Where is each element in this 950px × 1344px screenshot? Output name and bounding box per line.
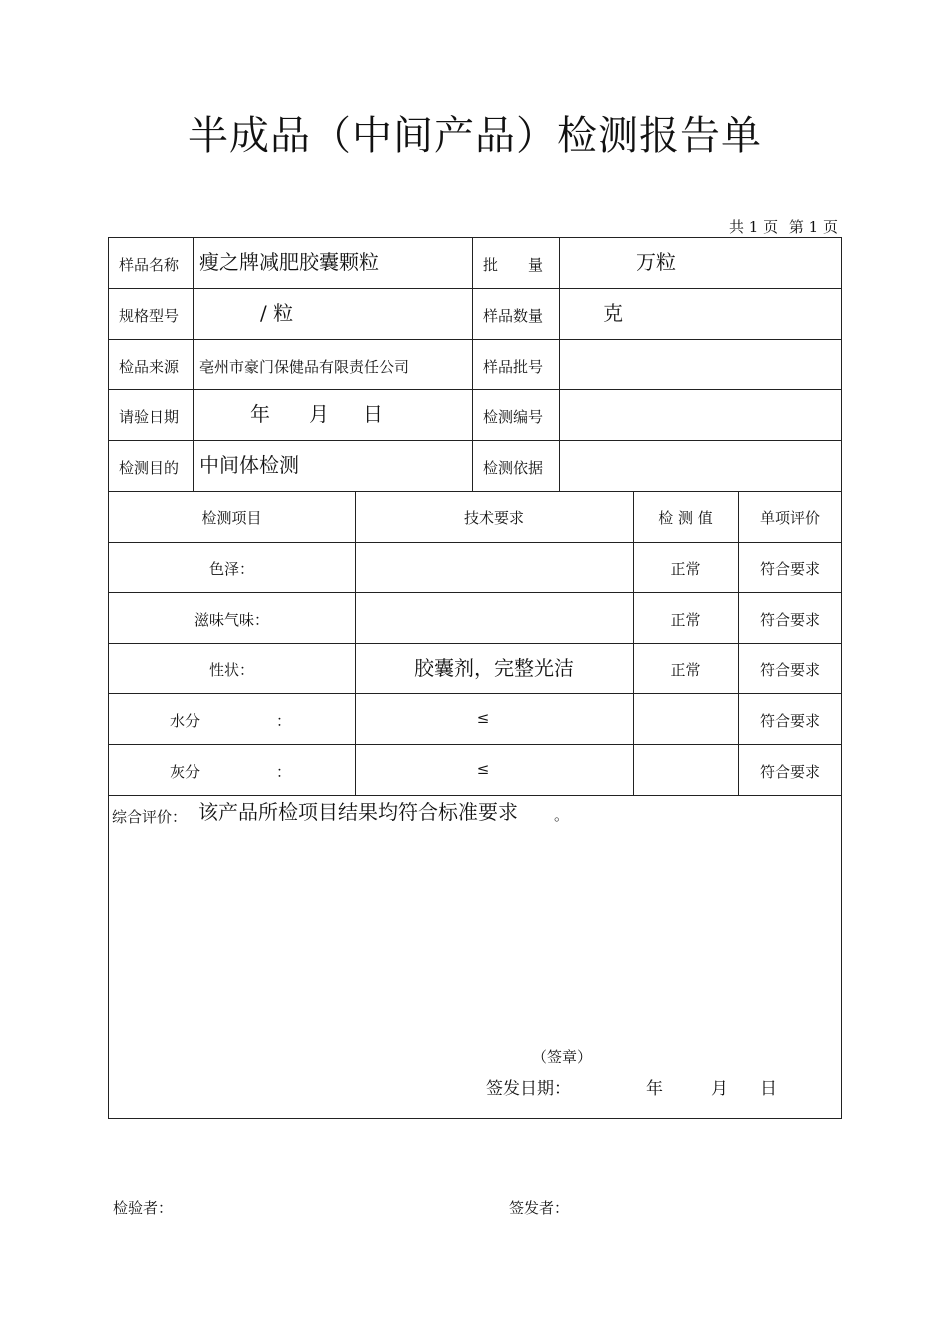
row-value-appearance: 正常 xyxy=(670,661,701,679)
request-date-year: 年 xyxy=(250,402,270,426)
summary-text: 该产品所检项目结果均符合标准要求 xyxy=(198,800,518,824)
header-value: 检 测 值 xyxy=(658,509,713,527)
spec-label: 规格型号 xyxy=(119,307,180,325)
row-evaluation-moisture: 符合要求 xyxy=(759,712,820,730)
row-evaluation-appearance: 符合要求 xyxy=(759,661,820,679)
issue-date-year: 年 xyxy=(646,1079,663,1099)
basis-label: 检测依据 xyxy=(483,459,544,477)
row-item-moisture-colon: ： xyxy=(276,712,292,730)
page-current: 第 1 页 xyxy=(788,218,838,236)
row-item-appearance: 性状： xyxy=(208,661,254,679)
page-total: 共 1 页 xyxy=(729,218,779,236)
issue-date-label: 签发日期： xyxy=(486,1079,571,1099)
purpose-label: 检测目的 xyxy=(119,459,180,477)
row-item-taste: 滋味气味： xyxy=(193,611,269,629)
request-date-label: 请验日期 xyxy=(119,408,180,426)
header-evaluation: 单项评价 xyxy=(759,509,820,527)
page-info xyxy=(723,216,838,237)
spec-value: / 粒 xyxy=(260,301,294,325)
issuer-label: 签发者： xyxy=(509,1199,570,1217)
sample-name-label: 样品名称 xyxy=(119,256,180,274)
seal-label: （签章） xyxy=(532,1048,593,1066)
row-requirement-ash: ≤ xyxy=(476,760,490,778)
row-item-ash-colon: ： xyxy=(276,763,292,781)
request-date-day: 日 xyxy=(363,402,383,426)
sample-qty-label: 样品数量 xyxy=(483,307,544,325)
purpose-value: 中间体检测 xyxy=(199,453,299,477)
row-evaluation-ash: 符合要求 xyxy=(759,763,820,781)
summary-label: 综合评价： xyxy=(112,808,188,826)
header-requirement: 技术要求 xyxy=(463,509,524,527)
sample-name-value: 瘦之牌减肥胶囊颗粒 xyxy=(199,250,379,274)
sample-batch-label: 样品批号 xyxy=(483,358,544,376)
row-item-ash: 灰分 xyxy=(170,763,201,781)
sample-qty-value: 克 xyxy=(603,301,623,325)
row-evaluation-color: 符合要求 xyxy=(759,560,820,578)
source-value: 亳州市豪门保健品有限责任公司 xyxy=(199,358,410,376)
row-value-color: 正常 xyxy=(670,560,701,578)
document-title: 半成品（中间产品）检测报告单 xyxy=(188,113,762,159)
summary-period: 。 xyxy=(554,806,570,824)
row-item-color: 色泽： xyxy=(208,560,254,578)
header-item: 检测项目 xyxy=(201,509,262,527)
request-date-month: 月 xyxy=(309,402,329,426)
issue-date-day: 日 xyxy=(760,1079,777,1099)
row-requirement-moisture: ≤ xyxy=(476,709,490,727)
issue-date-month: 月 xyxy=(711,1079,728,1099)
row-evaluation-taste: 符合要求 xyxy=(759,611,820,629)
row-value-taste: 正常 xyxy=(670,611,701,629)
batch-label: 批 量 xyxy=(483,256,544,274)
row-requirement-appearance: 胶囊剂，完整光洁 xyxy=(414,656,574,680)
inspector-label: 检验者： xyxy=(113,1199,174,1217)
source-label: 检品来源 xyxy=(119,358,180,376)
test-no-label: 检测编号 xyxy=(483,408,544,426)
row-item-moisture: 水分 xyxy=(170,712,201,730)
batch-value: 万粒 xyxy=(636,250,676,274)
